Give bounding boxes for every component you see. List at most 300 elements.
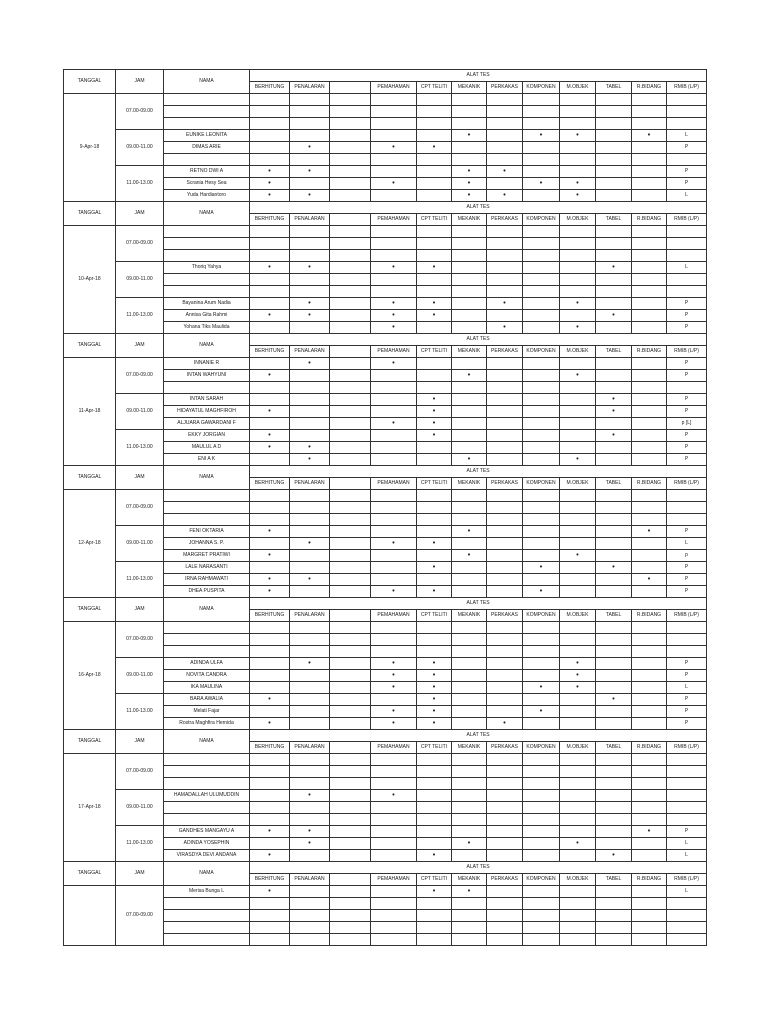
check-dot: • bbox=[308, 360, 311, 367]
check-dot: • bbox=[268, 888, 271, 895]
mark-cell bbox=[330, 622, 371, 634]
check-dot: • bbox=[467, 888, 471, 895]
mark-cell bbox=[417, 298, 452, 310]
check-dot: • bbox=[503, 192, 506, 199]
check-dot: • bbox=[308, 264, 311, 271]
mark-cell bbox=[330, 178, 371, 190]
check-dot: • bbox=[268, 432, 271, 439]
mark-cell bbox=[523, 550, 560, 562]
rmib-code-cell: P bbox=[667, 322, 707, 334]
mark-cell bbox=[596, 106, 632, 118]
mark-cell bbox=[632, 802, 667, 814]
header-column: PEMAHAMAN bbox=[371, 82, 417, 94]
mark-cell bbox=[523, 406, 560, 418]
check-dot: • bbox=[268, 312, 271, 319]
mark-cell bbox=[632, 394, 667, 406]
header-column: PENALARAN bbox=[290, 874, 330, 886]
mark-cell bbox=[290, 286, 330, 298]
mark-cell bbox=[632, 298, 667, 310]
mark-cell bbox=[632, 574, 667, 586]
name-cell: Annisa Gita Rahmi bbox=[164, 310, 250, 322]
time-cell: 11.00-13.00 bbox=[116, 298, 164, 334]
mark-cell bbox=[330, 658, 371, 670]
name-cell: Melati Fajar bbox=[164, 706, 250, 718]
mark-cell bbox=[632, 190, 667, 202]
mark-cell bbox=[290, 814, 330, 826]
header-column: MEKANIK bbox=[452, 82, 487, 94]
name-cell: ADINDA YOSEPHIN bbox=[164, 838, 250, 850]
header-column: TABEL bbox=[596, 346, 632, 358]
check-dot: • bbox=[539, 708, 543, 715]
mark-cell bbox=[417, 502, 452, 514]
mark-cell bbox=[330, 370, 371, 382]
mark-cell bbox=[290, 310, 330, 322]
name-cell bbox=[164, 502, 250, 514]
time-cell: 09.00-11.00 bbox=[116, 130, 164, 166]
header-column: CPT TELITI bbox=[417, 346, 452, 358]
rmib-code-cell bbox=[667, 274, 707, 286]
check-dot: • bbox=[467, 192, 471, 199]
mark-cell bbox=[371, 694, 417, 706]
mark-cell bbox=[250, 298, 290, 310]
mark-cell bbox=[487, 670, 523, 682]
mark-cell bbox=[523, 502, 560, 514]
mark-cell bbox=[487, 766, 523, 778]
check-dot: • bbox=[467, 528, 471, 535]
name-cell: NOVITA CANDRA bbox=[164, 670, 250, 682]
header-alat-tes: ALAT TES bbox=[250, 334, 707, 346]
header-row bbox=[64, 202, 707, 214]
mark-cell bbox=[417, 178, 452, 190]
mark-cell bbox=[560, 142, 596, 154]
mark-cell bbox=[330, 898, 371, 910]
mark-cell bbox=[417, 766, 452, 778]
mark-cell bbox=[560, 250, 596, 262]
mark-cell bbox=[290, 850, 330, 862]
header-column: R.BIDANG bbox=[632, 742, 667, 754]
mark-cell bbox=[417, 886, 452, 898]
mark-cell bbox=[250, 634, 290, 646]
time-cell: 07.00-09.00 bbox=[116, 622, 164, 658]
mark-cell bbox=[250, 262, 290, 274]
check-dot: • bbox=[503, 720, 506, 727]
mark-cell bbox=[560, 754, 596, 766]
header-column: BERHITUNG bbox=[250, 82, 290, 94]
mark-cell bbox=[250, 166, 290, 178]
mark-cell bbox=[596, 250, 632, 262]
mark-cell bbox=[250, 838, 290, 850]
header-column: PEMAHAMAN bbox=[371, 214, 417, 226]
mark-cell bbox=[417, 490, 452, 502]
mark-cell bbox=[290, 226, 330, 238]
mark-cell bbox=[487, 562, 523, 574]
mark-cell bbox=[330, 910, 371, 922]
mark-cell bbox=[452, 538, 487, 550]
header-column: PENALARAN bbox=[290, 478, 330, 490]
mark-cell bbox=[560, 94, 596, 106]
mark-cell bbox=[417, 286, 452, 298]
name-cell: IRNA RAHMAWATI bbox=[164, 574, 250, 586]
mark-cell bbox=[560, 454, 596, 466]
name-cell: EUNIKE LEONITA bbox=[164, 130, 250, 142]
mark-cell bbox=[250, 694, 290, 706]
mark-cell bbox=[523, 754, 560, 766]
name-cell: JOHANNA S. P. bbox=[164, 538, 250, 550]
mark-cell bbox=[596, 514, 632, 526]
check-dot: • bbox=[392, 708, 395, 715]
rmib-code-cell bbox=[667, 934, 707, 946]
mark-cell bbox=[417, 910, 452, 922]
mark-cell bbox=[560, 550, 596, 562]
mark-cell bbox=[487, 322, 523, 334]
mark-cell bbox=[596, 226, 632, 238]
mark-cell bbox=[417, 586, 452, 598]
mark-cell bbox=[452, 238, 487, 250]
mark-cell bbox=[330, 490, 371, 502]
mark-cell bbox=[371, 250, 417, 262]
mark-cell bbox=[452, 838, 487, 850]
mark-cell bbox=[632, 154, 667, 166]
mark-cell bbox=[487, 118, 523, 130]
header-tanggal: TANGGAL bbox=[64, 598, 116, 622]
mark-cell bbox=[523, 562, 560, 574]
mark-cell bbox=[560, 298, 596, 310]
mark-cell bbox=[560, 922, 596, 934]
mark-cell bbox=[487, 490, 523, 502]
check-dot: • bbox=[432, 684, 436, 691]
rmib-code-cell bbox=[667, 94, 707, 106]
mark-cell bbox=[290, 490, 330, 502]
mark-cell bbox=[632, 634, 667, 646]
header-row bbox=[64, 466, 707, 478]
mark-cell bbox=[290, 106, 330, 118]
mark-cell bbox=[596, 298, 632, 310]
mark-cell bbox=[560, 670, 596, 682]
mark-cell bbox=[371, 586, 417, 598]
mark-cell bbox=[290, 670, 330, 682]
mark-cell bbox=[330, 274, 371, 286]
header-nama: NAMA bbox=[164, 334, 250, 358]
mark-cell bbox=[290, 394, 330, 406]
mark-cell bbox=[523, 922, 560, 934]
mark-cell bbox=[250, 826, 290, 838]
header-tanggal: TANGGAL bbox=[64, 730, 116, 754]
header-alat-tes: ALAT TES bbox=[250, 598, 707, 610]
header-column: RMIB (L/P) bbox=[667, 82, 707, 94]
mark-cell bbox=[487, 622, 523, 634]
rmib-code-cell: P bbox=[667, 526, 707, 538]
mark-cell bbox=[560, 166, 596, 178]
mark-cell bbox=[290, 130, 330, 142]
name-cell: RETNO DWI A bbox=[164, 166, 250, 178]
mark-cell bbox=[250, 886, 290, 898]
mark-cell bbox=[417, 382, 452, 394]
mark-cell bbox=[596, 178, 632, 190]
name-cell: BARA AWALIA bbox=[164, 694, 250, 706]
mark-cell bbox=[371, 238, 417, 250]
mark-cell bbox=[452, 622, 487, 634]
mark-cell bbox=[560, 286, 596, 298]
mark-cell bbox=[290, 262, 330, 274]
header-column: M.OBJEK bbox=[560, 214, 596, 226]
mark-cell bbox=[487, 130, 523, 142]
mark-cell bbox=[417, 622, 452, 634]
mark-cell bbox=[417, 418, 452, 430]
mark-cell bbox=[330, 778, 371, 790]
mark-cell bbox=[632, 382, 667, 394]
mark-cell bbox=[330, 394, 371, 406]
mark-cell bbox=[632, 406, 667, 418]
check-dot: • bbox=[392, 420, 395, 427]
check-dot: • bbox=[576, 192, 579, 199]
mark-cell bbox=[330, 442, 371, 454]
mark-cell bbox=[523, 718, 560, 730]
table-row bbox=[64, 754, 707, 766]
rmib-code-cell: P bbox=[667, 166, 707, 178]
header-jam: JAM bbox=[116, 70, 164, 94]
mark-cell bbox=[417, 430, 452, 442]
mark-cell bbox=[523, 310, 560, 322]
mark-cell bbox=[452, 850, 487, 862]
table-row bbox=[64, 430, 707, 442]
header-column: R.BIDANG bbox=[632, 214, 667, 226]
mark-cell bbox=[487, 574, 523, 586]
header-column: MEKANIK bbox=[452, 346, 487, 358]
mark-cell bbox=[560, 826, 596, 838]
mark-cell bbox=[523, 94, 560, 106]
name-cell bbox=[164, 154, 250, 166]
date-cell: 9-Apr-18 bbox=[64, 94, 116, 202]
mark-cell bbox=[560, 934, 596, 946]
name-cell bbox=[164, 250, 250, 262]
mark-cell bbox=[330, 826, 371, 838]
header-column: RMIB (L/P) bbox=[667, 214, 707, 226]
check-dot: • bbox=[432, 564, 436, 571]
rmib-code-cell: L bbox=[667, 538, 707, 550]
check-dot: • bbox=[268, 264, 271, 271]
mark-cell bbox=[417, 814, 452, 826]
header-tanggal: TANGGAL bbox=[64, 202, 116, 226]
mark-cell bbox=[452, 106, 487, 118]
rmib-code-cell: P bbox=[667, 310, 707, 322]
rmib-code-cell bbox=[667, 490, 707, 502]
mark-cell bbox=[596, 778, 632, 790]
check-dot: • bbox=[268, 444, 271, 451]
mark-cell bbox=[371, 358, 417, 370]
check-dot: • bbox=[268, 552, 271, 559]
mark-cell bbox=[330, 130, 371, 142]
rmib-code-cell: L bbox=[667, 886, 707, 898]
mark-cell bbox=[632, 262, 667, 274]
name-cell: EKKY JORGIAN bbox=[164, 430, 250, 442]
check-dot: • bbox=[432, 696, 436, 703]
check-dot: • bbox=[392, 684, 395, 691]
rmib-code-cell: P bbox=[667, 370, 707, 382]
header-column: RMIB (L/P) bbox=[667, 874, 707, 886]
header-column: KOMPONEN bbox=[523, 742, 560, 754]
check-dot: • bbox=[576, 840, 579, 847]
mark-cell bbox=[452, 274, 487, 286]
mark-cell bbox=[250, 754, 290, 766]
mark-cell bbox=[290, 646, 330, 658]
mark-cell bbox=[417, 190, 452, 202]
header-column: TABEL bbox=[596, 82, 632, 94]
mark-cell bbox=[523, 370, 560, 382]
check-dot: • bbox=[612, 432, 615, 439]
mark-cell bbox=[632, 358, 667, 370]
mark-cell bbox=[632, 142, 667, 154]
name-cell: DHEA PUSPITA bbox=[164, 586, 250, 598]
mark-cell bbox=[596, 910, 632, 922]
mark-cell bbox=[417, 694, 452, 706]
rmib-code-cell bbox=[667, 382, 707, 394]
mark-cell bbox=[290, 682, 330, 694]
mark-cell bbox=[371, 634, 417, 646]
mark-cell bbox=[371, 826, 417, 838]
check-dot: • bbox=[392, 180, 395, 187]
mark-cell bbox=[290, 94, 330, 106]
mark-cell bbox=[523, 814, 560, 826]
mark-cell bbox=[417, 706, 452, 718]
mark-cell bbox=[596, 550, 632, 562]
mark-cell bbox=[330, 262, 371, 274]
rmib-code-cell: L bbox=[667, 130, 707, 142]
header-column: CPT TELITI bbox=[417, 874, 452, 886]
mark-cell bbox=[596, 322, 632, 334]
header-column: RMIB (L/P) bbox=[667, 742, 707, 754]
mark-cell bbox=[632, 658, 667, 670]
mark-cell bbox=[523, 166, 560, 178]
date-cell: 10-Apr-18 bbox=[64, 226, 116, 334]
mark-cell bbox=[596, 382, 632, 394]
mark-cell bbox=[596, 766, 632, 778]
name-cell: HAMADALLAH ULUMUDDIN bbox=[164, 790, 250, 802]
mark-cell bbox=[417, 238, 452, 250]
mark-cell bbox=[523, 658, 560, 670]
rmib-code-cell bbox=[667, 814, 707, 826]
rmib-code-cell bbox=[667, 250, 707, 262]
mark-cell bbox=[487, 286, 523, 298]
mark-cell bbox=[487, 238, 523, 250]
name-cell bbox=[164, 802, 250, 814]
mark-cell bbox=[417, 898, 452, 910]
check-dot: • bbox=[268, 180, 271, 187]
header-column bbox=[330, 742, 371, 754]
mark-cell bbox=[330, 790, 371, 802]
mark-cell bbox=[523, 526, 560, 538]
mark-cell bbox=[371, 490, 417, 502]
mark-cell bbox=[452, 118, 487, 130]
header-column: RMIB (L/P) bbox=[667, 346, 707, 358]
mark-cell bbox=[596, 442, 632, 454]
header-column: BERHITUNG bbox=[250, 742, 290, 754]
mark-cell bbox=[632, 814, 667, 826]
table-row bbox=[64, 886, 707, 898]
header-row bbox=[64, 598, 707, 610]
check-dot: • bbox=[539, 132, 543, 139]
date-cell: 12-Apr-18 bbox=[64, 490, 116, 598]
mark-cell bbox=[417, 802, 452, 814]
mark-cell bbox=[417, 646, 452, 658]
header-column: R.BIDANG bbox=[632, 346, 667, 358]
mark-cell bbox=[452, 142, 487, 154]
mark-cell bbox=[523, 850, 560, 862]
mark-cell bbox=[632, 718, 667, 730]
time-cell: 09.00-11.00 bbox=[116, 526, 164, 562]
header-column: PERKAKAS bbox=[487, 214, 523, 226]
header-column: PERKAKAS bbox=[487, 478, 523, 490]
header-column: PERKAKAS bbox=[487, 874, 523, 886]
check-dot: • bbox=[308, 144, 311, 151]
mark-cell bbox=[523, 130, 560, 142]
mark-cell bbox=[417, 250, 452, 262]
header-column: PEMAHAMAN bbox=[371, 478, 417, 490]
mark-cell bbox=[632, 838, 667, 850]
mark-cell bbox=[632, 646, 667, 658]
time-cell: 11.00-13.00 bbox=[116, 826, 164, 862]
mark-cell bbox=[250, 130, 290, 142]
header-column: PENALARAN bbox=[290, 346, 330, 358]
name-cell bbox=[164, 754, 250, 766]
mark-cell bbox=[417, 358, 452, 370]
mark-cell bbox=[417, 142, 452, 154]
mark-cell bbox=[487, 658, 523, 670]
check-dot: • bbox=[432, 888, 436, 895]
mark-cell bbox=[560, 898, 596, 910]
mark-cell bbox=[596, 166, 632, 178]
mark-cell bbox=[371, 682, 417, 694]
mark-cell bbox=[523, 574, 560, 586]
mark-cell bbox=[452, 694, 487, 706]
header-nama: NAMA bbox=[164, 730, 250, 754]
mark-cell bbox=[417, 634, 452, 646]
mark-cell bbox=[417, 850, 452, 862]
mark-cell bbox=[330, 562, 371, 574]
mark-cell bbox=[452, 262, 487, 274]
mark-cell bbox=[250, 190, 290, 202]
mark-cell bbox=[596, 682, 632, 694]
mark-cell bbox=[330, 322, 371, 334]
check-dot: • bbox=[268, 576, 271, 583]
mark-cell bbox=[330, 118, 371, 130]
mark-cell bbox=[250, 778, 290, 790]
mark-cell bbox=[452, 574, 487, 586]
table-row bbox=[64, 562, 707, 574]
check-dot: • bbox=[268, 588, 271, 595]
mark-cell bbox=[452, 358, 487, 370]
check-dot: • bbox=[432, 852, 436, 859]
mark-cell bbox=[523, 514, 560, 526]
mark-cell bbox=[371, 550, 417, 562]
mark-cell bbox=[452, 766, 487, 778]
mark-cell bbox=[632, 922, 667, 934]
header-column: M.OBJEK bbox=[560, 346, 596, 358]
mark-cell bbox=[371, 538, 417, 550]
mark-cell bbox=[371, 370, 417, 382]
header-column: PEMAHAMAN bbox=[371, 610, 417, 622]
check-dot: • bbox=[268, 192, 271, 199]
mark-cell bbox=[487, 430, 523, 442]
mark-cell bbox=[487, 406, 523, 418]
mark-cell bbox=[417, 154, 452, 166]
mark-cell bbox=[371, 646, 417, 658]
rmib-code-cell: P bbox=[667, 178, 707, 190]
mark-cell bbox=[330, 250, 371, 262]
mark-cell bbox=[250, 790, 290, 802]
mark-cell bbox=[371, 118, 417, 130]
mark-cell bbox=[487, 634, 523, 646]
mark-cell bbox=[632, 94, 667, 106]
